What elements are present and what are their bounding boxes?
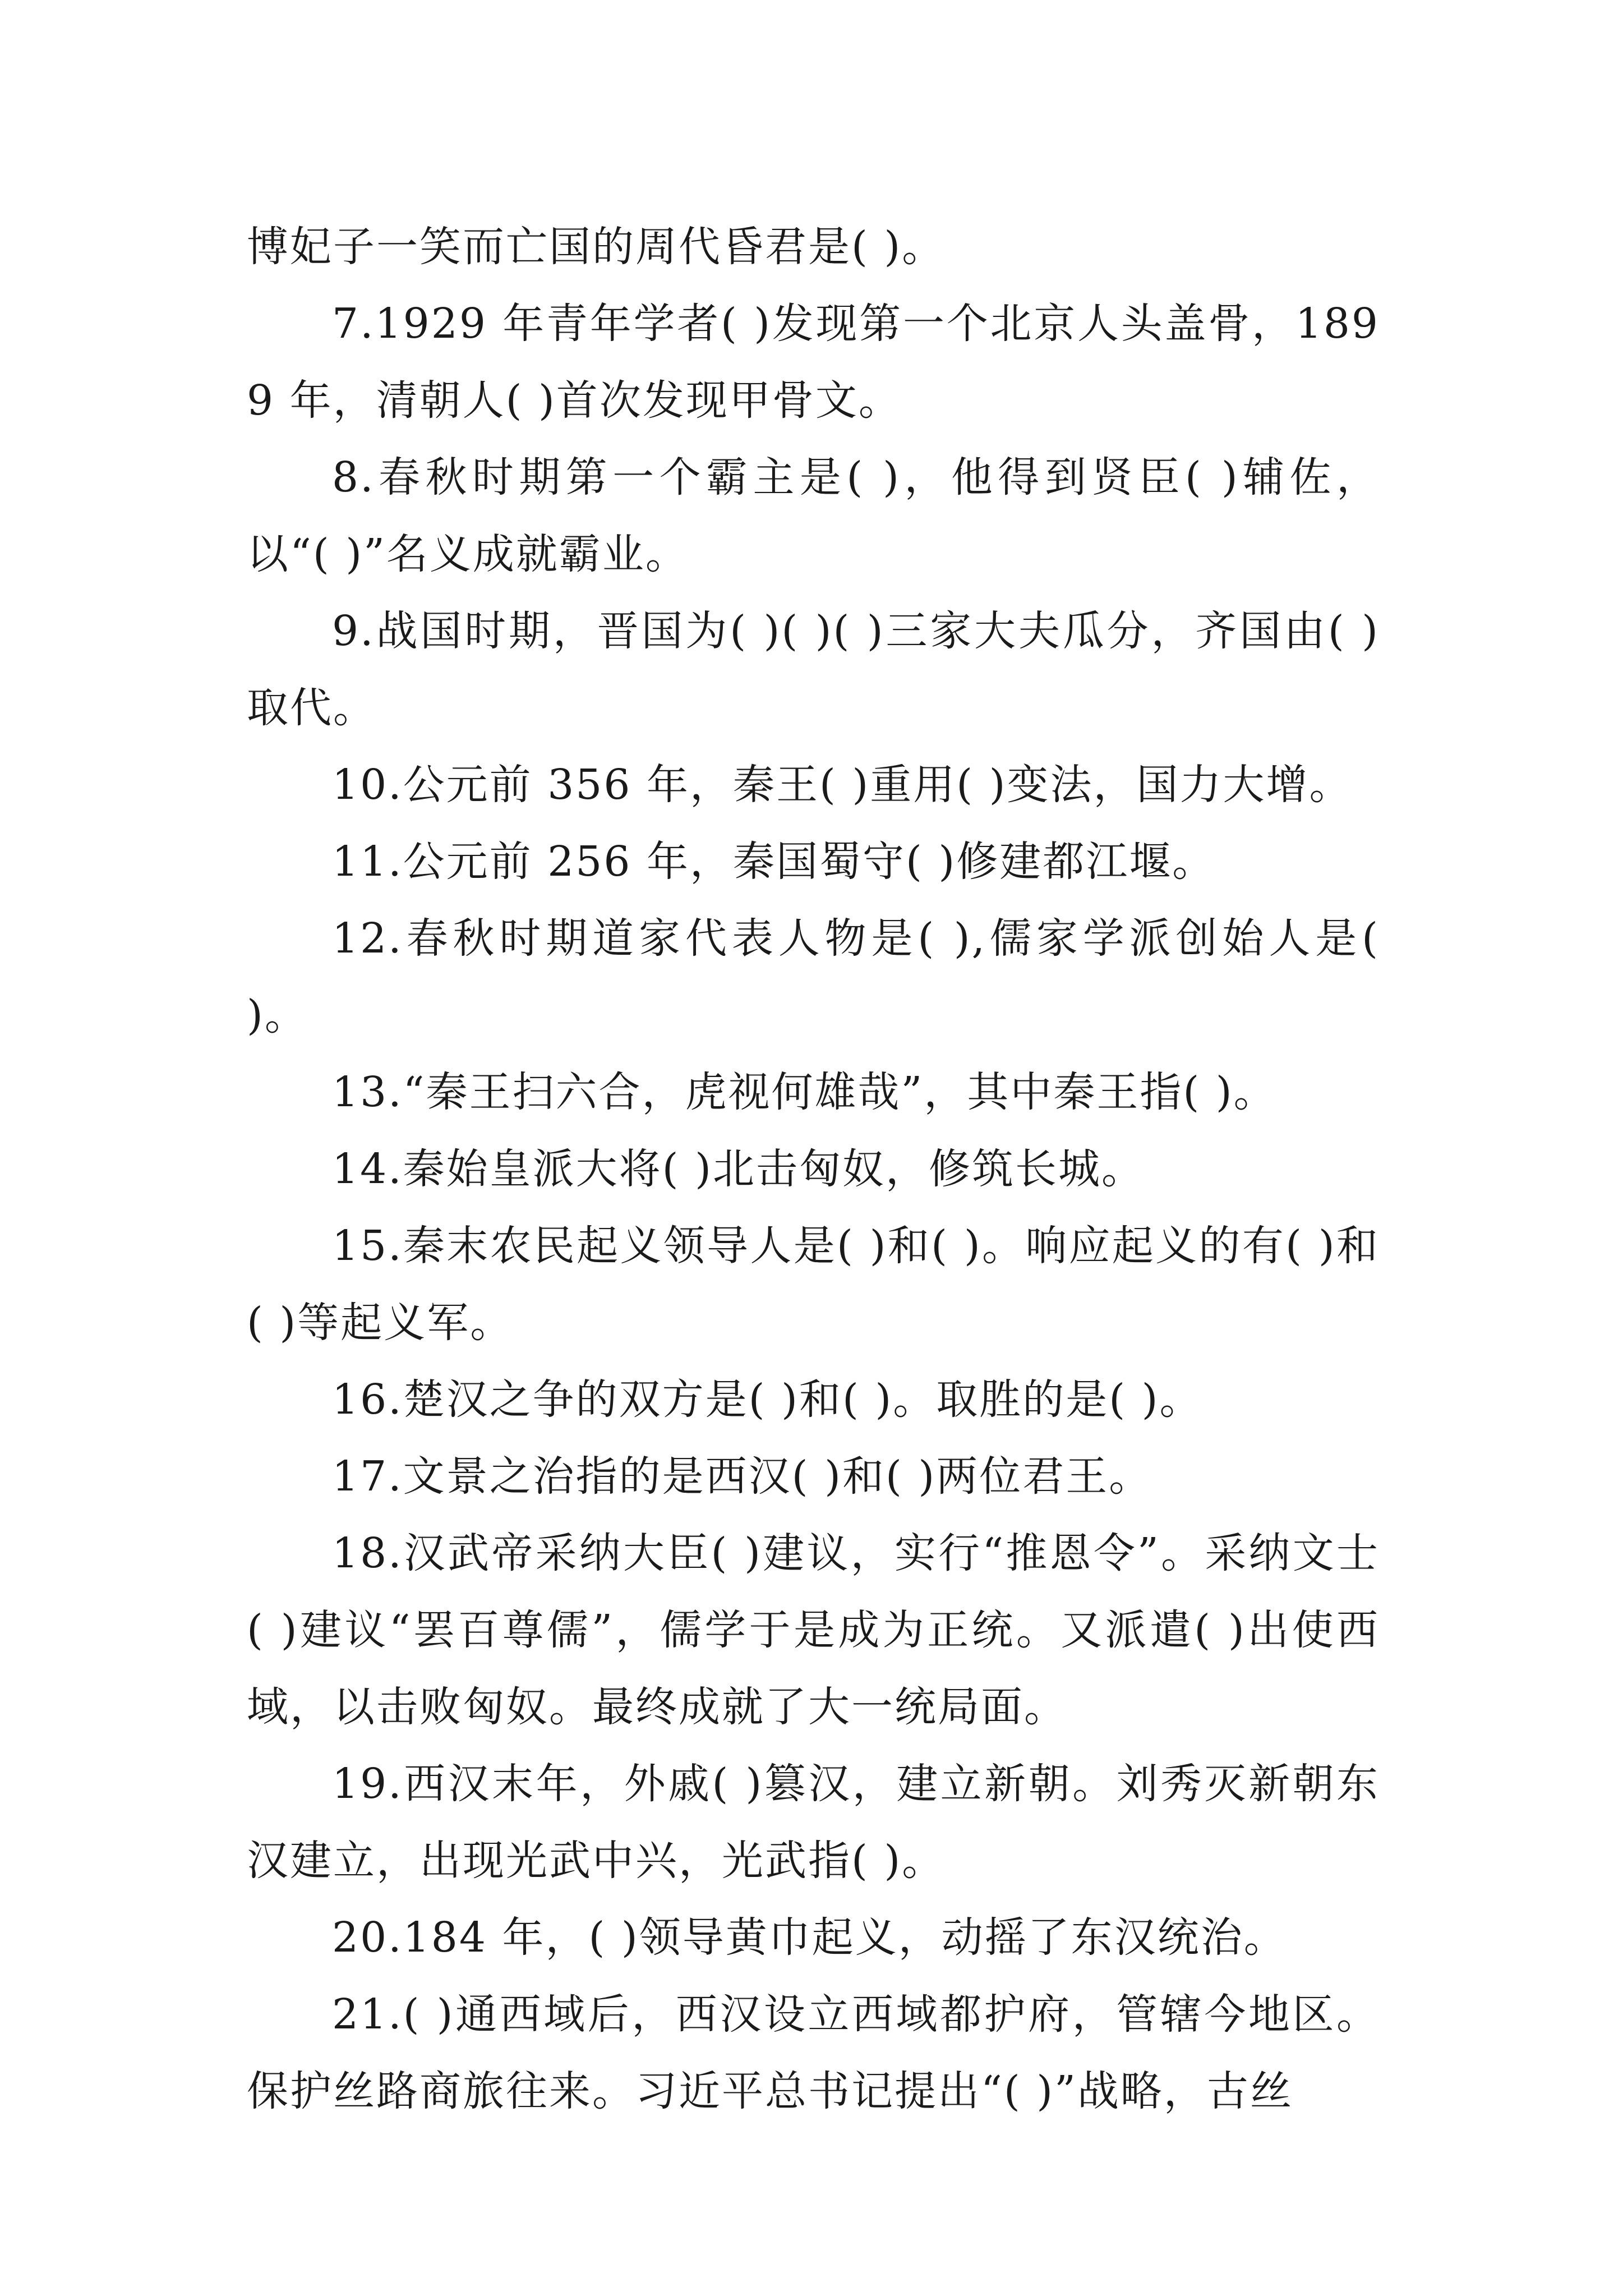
question-16: 16.楚汉之争的双方是( )和( )。取胜的是( )。 xyxy=(332,1375,1203,1424)
document-body xyxy=(247,209,1380,2130)
question-20: 20.184 年，( )领导黄巾起义，动摇了东汉统治。 xyxy=(332,1913,1287,1962)
question-14: 14.秦始皇派大将( )北击匈奴，修筑长城。 xyxy=(332,1145,1145,1193)
question-18: 18.汉武帝采纳大臣( )建议，实行“推恩令”。采纳文士( )建议“罢百尊儒”，儒学于是成为正统。又派遣( )出使西域，以击败匈奴。最终成就了大一统局面。 xyxy=(247,1529,1380,1731)
question-12: 12.春秋时期道家代表人物是( ),儒家学派创始人是( )。 xyxy=(247,914,1380,1039)
question-9: 9.战国时期，晋国为( )( )( )三家大夫瓜分，齐国由( )取代。 xyxy=(247,607,1380,732)
question-17: 17.文景之治指的是西汉( )和( )两位君王。 xyxy=(332,1452,1152,1501)
question-11: 11.公元前 256 年，秦国蜀守( )修建都江堰。 xyxy=(332,838,1216,886)
question-13: 13.“秦王扫六合，虎视何雄哉”，其中秦王指( )。 xyxy=(332,1068,1277,1116)
question-21: 21.( )通西域后，西汉设立西域都护府，管辖今地区。保护丝路商旅往来。习近平总书记提出“( )”战略，古丝 xyxy=(247,1990,1380,2115)
question-8: 8.春秋时期第一个霸主是( )，他得到贤臣( )辅佐，以“( )”名义成就霸业。 xyxy=(247,453,1380,578)
question-15: 15.秦末农民起义领导人是( )和( )。响应起义的有( )和( )等起义军。 xyxy=(247,1222,1380,1347)
question-10: 10.公元前 356 年，秦王( )重用( )变法，国力大增。 xyxy=(332,761,1353,809)
paragraph-continuation: 博妃子一笑而亡国的周代昏君是( )。 xyxy=(247,223,946,271)
question-19: 19.西汉末年，外戚( )篡汉，建立新朝。刘秀灭新朝东汉建立，出现光武中兴，光武指( )。 xyxy=(247,1760,1380,1885)
question-7: 7.1929 年青年学者( )发现第一个北京人头盖骨，1899 年，清朝人( )首次发现甲骨文。 xyxy=(247,300,1380,425)
